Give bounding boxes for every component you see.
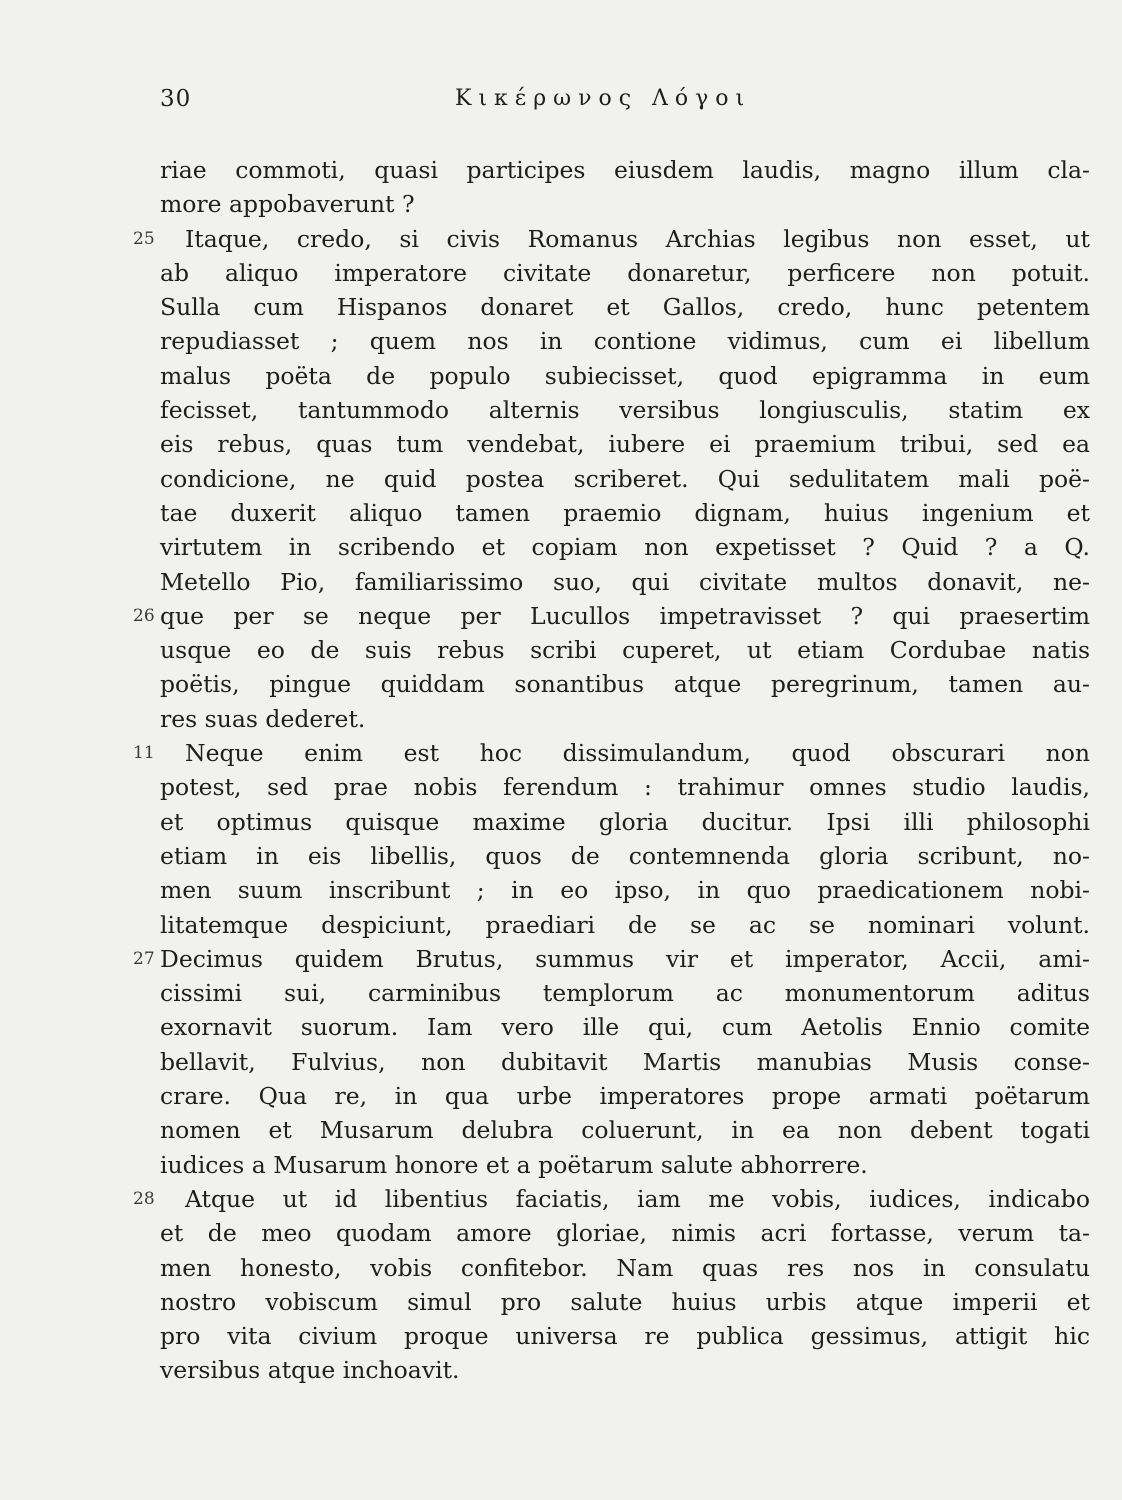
text-line bbox=[0, 633, 1122, 667]
line-text: potest, sed prae nobis ferendum : trahimur omnes studio laudis, bbox=[160, 773, 1090, 802]
line-text: Itaque, credo, si civis Romanus Archias legibus non esset, ut bbox=[185, 224, 1090, 253]
text-line bbox=[0, 702, 1122, 736]
margin-section-number: 25 bbox=[133, 228, 155, 249]
page-number: 30 bbox=[160, 86, 192, 112]
line-text: repudiasset ; quem nos in contione vidimus, cum ei libellum bbox=[160, 327, 1090, 356]
margin-section-number: 11 bbox=[133, 743, 155, 764]
margin-section-number: 27 bbox=[133, 948, 155, 969]
text-line bbox=[0, 462, 1122, 496]
line-text: cissimi sui, carminibus templorum ac monumentorum aditus bbox=[160, 979, 1090, 1008]
text-line bbox=[0, 222, 1122, 256]
text-line bbox=[0, 496, 1122, 530]
line-text: res suas dederet. bbox=[160, 704, 366, 733]
line-text: Neque enim est hoc dissimulandum, quod obscurari non bbox=[185, 739, 1090, 768]
text-line bbox=[0, 359, 1122, 393]
text-line bbox=[0, 187, 1122, 221]
line-text: Sulla cum Hispanos donaret et Gallos, credo, hunc petentem bbox=[160, 293, 1090, 322]
line-text: etiam in eis libellis, quos de contemnenda gloria scribunt, no- bbox=[160, 841, 1090, 870]
line-text: crare. Qua re, in qua urbe imperatores prope armati poëtarum bbox=[160, 1082, 1090, 1111]
text-line bbox=[0, 1045, 1122, 1079]
text-line bbox=[0, 1148, 1122, 1182]
line-text: que per se neque per Lucullos impetravisset ? qui praesertim bbox=[160, 601, 1090, 630]
running-title: Κικέρωνος Λόγοι bbox=[455, 86, 752, 111]
text-line bbox=[0, 770, 1122, 804]
text-line bbox=[0, 1319, 1122, 1353]
page-header bbox=[0, 82, 1122, 122]
line-text: nostro vobiscum simul pro salute huius urbis atque imperii et bbox=[160, 1287, 1090, 1316]
line-text: iudices a Musarum honore et a poëtarum salute abhorrere. bbox=[160, 1150, 868, 1179]
line-text: riae commoti, quasi participes eiusdem laudis, magno illum cla- bbox=[160, 156, 1090, 184]
line-text: more appobaverunt ? bbox=[160, 190, 415, 219]
line-text: condicione, ne quid postea scriberet. Qui sedulitatem mali poë- bbox=[160, 464, 1090, 493]
text-line bbox=[0, 427, 1122, 461]
text-line bbox=[0, 1251, 1122, 1285]
text-line bbox=[0, 290, 1122, 324]
text-line bbox=[0, 530, 1122, 564]
text-line bbox=[0, 153, 1122, 187]
text-line bbox=[0, 736, 1122, 770]
line-text: exornavit suorum. Iam vero ille qui, cum Aetolis Ennio comite bbox=[160, 1013, 1090, 1042]
line-text: men suum inscribunt ; in eo ipso, in quo praedicationem nobi- bbox=[160, 876, 1090, 905]
line-text: eis rebus, quas tum vendebat, iubere ei praemium tribui, sed ea bbox=[160, 430, 1090, 459]
line-text: malus poëta de populo subiecisset, quod epigramma in eum bbox=[160, 361, 1090, 390]
line-text: versibus atque inchoavit. bbox=[160, 1356, 460, 1385]
text-line bbox=[0, 1353, 1122, 1387]
line-text: fecisset, tantummodo alternis versibus longiusculis, statim ex bbox=[160, 396, 1090, 425]
line-text: virtutem in scribendo et copiam non expetisset ? Quid ? a Q. bbox=[160, 533, 1090, 562]
text-line bbox=[0, 942, 1122, 976]
text-line bbox=[0, 393, 1122, 427]
text-line bbox=[0, 565, 1122, 599]
text-line bbox=[0, 599, 1122, 633]
line-text: tae duxerit aliquo tamen praemio dignam, huius ingenium et bbox=[160, 498, 1090, 527]
text-line bbox=[0, 873, 1122, 907]
margin-section-number: 28 bbox=[133, 1188, 155, 1209]
line-text: litatemque despiciunt, praediari de se ac se nominari volunt. bbox=[160, 910, 1090, 939]
line-text: poëtis, pingue quiddam sonantibus atque peregrinum, tamen au- bbox=[160, 670, 1090, 699]
body-text bbox=[0, 153, 1122, 1388]
text-line bbox=[0, 1113, 1122, 1147]
text-line bbox=[0, 1285, 1122, 1319]
line-text: et optimus quisque maxime gloria ducitur. Ipsi illi philosophi bbox=[160, 807, 1090, 836]
line-text: bellavit, Fulvius, non dubitavit Martis manubias Musis conse- bbox=[160, 1047, 1090, 1076]
text-line bbox=[0, 1182, 1122, 1216]
line-text: et de meo quodam amore gloriae, nimis acri fortasse, verum ta- bbox=[160, 1219, 1090, 1248]
margin-section-number: 26 bbox=[133, 605, 155, 626]
line-text: men honesto, vobis confitebor. Nam quas res nos in consulatu bbox=[160, 1253, 1090, 1282]
line-text: usque eo de suis rebus scribi cuperet, ut etiam Cordubae natis bbox=[160, 636, 1090, 665]
text-line bbox=[0, 1010, 1122, 1044]
text-line bbox=[0, 256, 1122, 290]
text-line bbox=[0, 1079, 1122, 1113]
line-text: ab aliquo imperatore civitate donaretur, perficere non potuit. bbox=[160, 258, 1090, 287]
text-line bbox=[0, 324, 1122, 358]
text-line bbox=[0, 667, 1122, 701]
text-line bbox=[0, 805, 1122, 839]
text-line bbox=[0, 908, 1122, 942]
text-line bbox=[0, 976, 1122, 1010]
line-text: nomen et Musarum delubra coluerunt, in ea non debent togati bbox=[160, 1116, 1090, 1145]
text-line bbox=[0, 1216, 1122, 1250]
line-text: Decimus quidem Brutus, summus vir et imperator, Accii, ami- bbox=[160, 944, 1090, 973]
text-line bbox=[0, 839, 1122, 873]
line-text: Atque ut id libentius faciatis, iam me vobis, iudices, indicabo bbox=[185, 1184, 1090, 1213]
line-text: pro vita civium proque universa re publica gessimus, attigit hic bbox=[160, 1322, 1090, 1351]
line-text: Metello Pio, familiarissimo suo, qui civitate multos donavit, ne- bbox=[160, 567, 1090, 596]
